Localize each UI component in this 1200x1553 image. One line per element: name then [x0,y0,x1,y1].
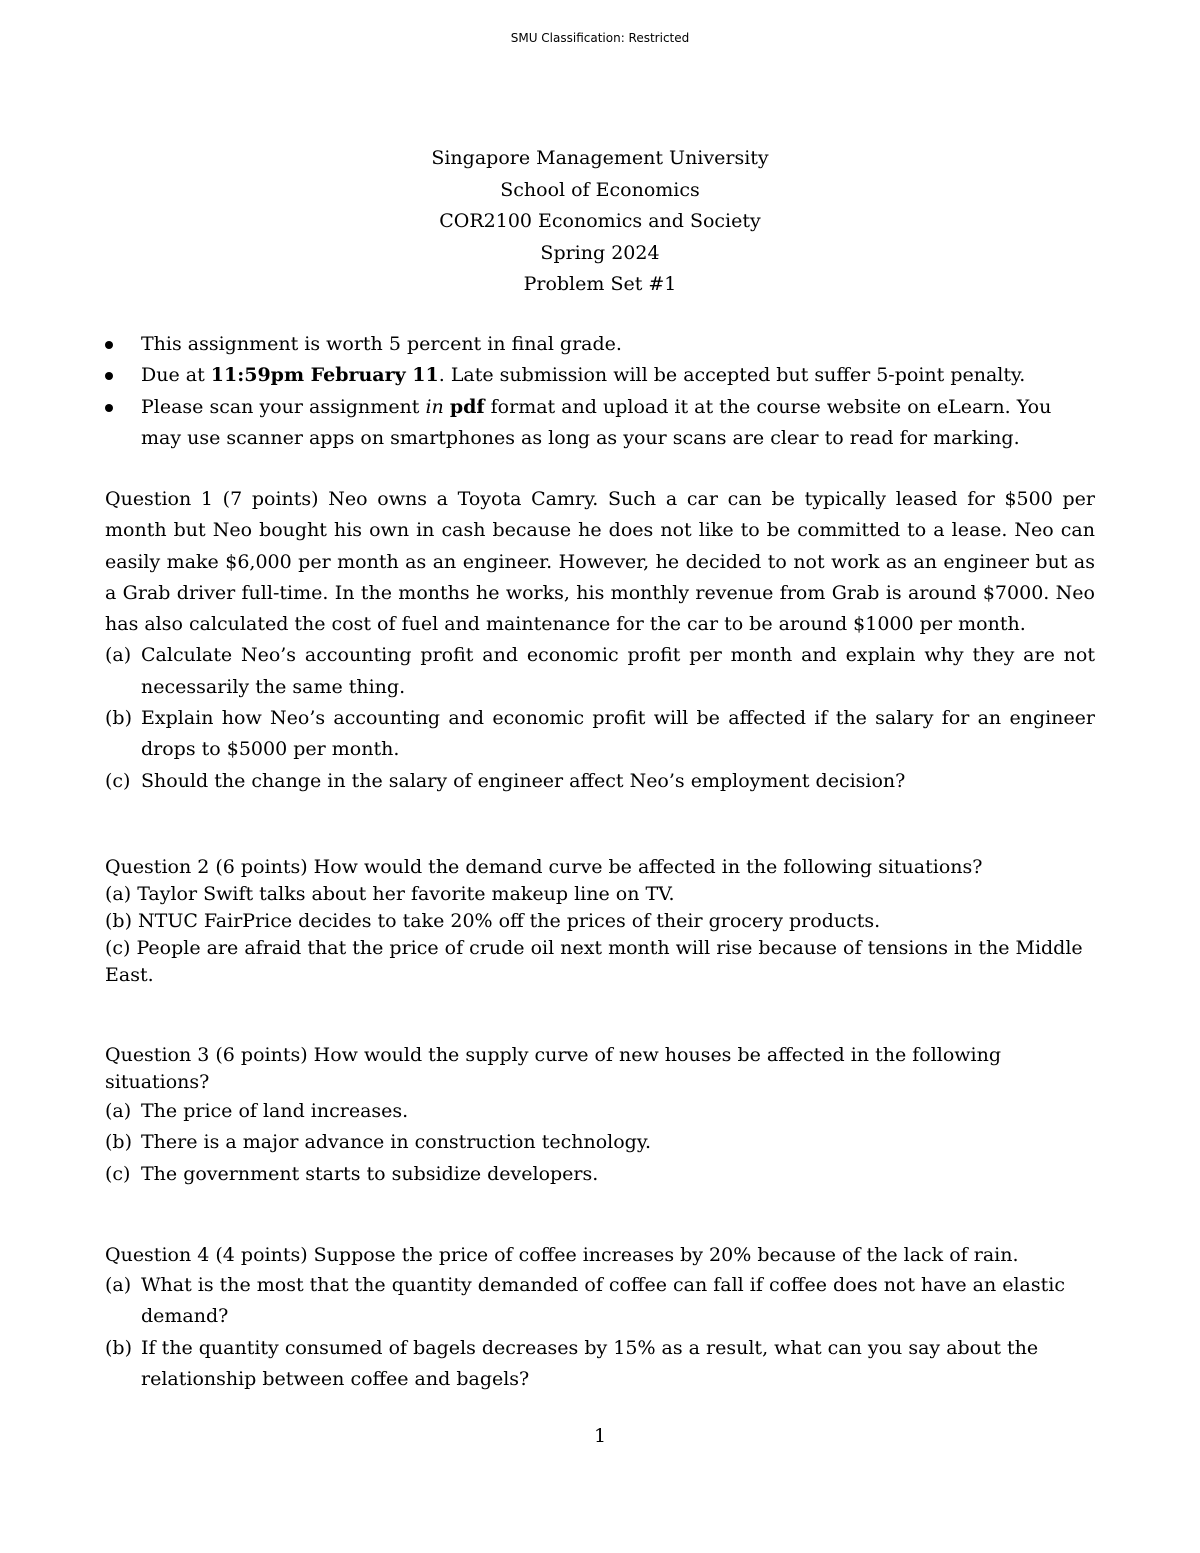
instruction-text: This assignment is worth 5 percent in final grade. [141,333,622,355]
part-marker: (a) [105,1274,132,1296]
course-title: COR2100 Economics and Society [439,210,761,232]
question-part [105,1127,1095,1158]
format-text: pdf [449,395,485,418]
part-text: Explain how Neo’s accounting and economic profit will be affected if the salary for an engineer drops to $5000 per month. [141,707,1095,761]
school-name: School of Economics [500,178,700,201]
part-text: The price of land increases. [141,1100,409,1122]
part-marker: (b) [105,1336,132,1359]
part-marker: (c) [105,769,131,792]
classification-label: SMU Classification: Restricted [510,31,690,45]
question-part [105,1096,1095,1127]
question-part [105,703,1095,766]
document-header [0,143,1200,301]
document-title: Problem Set #1 [523,273,677,295]
question-1 [105,484,1095,797]
part-text: Calculate Neo’s accounting profit and economic profit per month and explain why they are not necessarily the same thing. [141,644,1095,698]
part-marker: (c) [105,1162,131,1185]
question-4 [105,1241,1095,1395]
instructions-list [105,329,1095,454]
question-text: Question 3 (6 points) How would the supply curve of new houses be affected in the following situations? [105,1044,1002,1093]
question-2 [105,854,1095,989]
part-text: What is the most that the quantity demanded of coffee can fall if coffee does not have an elastic demand? [141,1274,1065,1328]
question-part [105,1270,1095,1333]
term: Spring 2024 [540,241,660,264]
question-part [105,766,1095,797]
question-3 [105,1042,1095,1190]
part-text: There is a major advance in construction technology. [141,1131,652,1154]
instruction-item [105,360,1095,391]
question-part [105,640,1095,703]
question-part: (c) People are afraid that the price of crude oil next month will rise because of tensions in the Middle East. [105,937,1083,986]
part-marker: (a) [105,1100,132,1122]
question-part [105,1333,1095,1396]
emphasis-text: in [425,395,444,418]
page-number: 1 [593,1425,607,1447]
bullet-icon [105,341,113,349]
part-marker: (a) [105,644,132,667]
bullet-icon [105,372,113,380]
bullet-icon [105,404,113,412]
deadline: 11:59pm February 11 [210,364,439,387]
question-part [105,1159,1095,1190]
part-text: The government starts to subsidize developers. [141,1162,599,1185]
part-text: If the quantity consumed of bagels decreases by 15% as a result, what can you say about the relationship between coffee and bagels? [141,1336,1039,1390]
part-marker: (b) [105,1131,132,1154]
question-text: Question 1 (7 points) Neo owns a Toyota Camry. Such a car can be typically leased for $500 per month but Neo bought his own in cash because he does not like to be committed to a lease. Neo can easily make $6,000 per month as an engineer. However, he decided to not work as an engineer but as a Grab driver full-time. In the months he works, his monthly revenue from Grab is around $7000. Neo has also calculated the cost of fuel and maintenance for the car to be around $1000 per month. [105,488,1095,636]
instruction-item [105,329,1095,360]
question-text: Question 4 (4 points) Suppose the price of coffee increases by 20% because of the lack of rain. [105,1244,1019,1266]
part-text: Should the change in the salary of engineer affect Neo’s employment decision? [141,769,906,792]
question-text: Question 2 (6 points) How would the demand curve be affected in the following situations? [105,856,983,878]
instruction-text: format and upload it at the course website on eLearn. You may use scanner apps on smartphones as long as your scans are clear to read for marking. [141,395,1052,449]
question-part: (b) NTUC FairPrice decides to take 20% off the prices of their grocery products. [105,910,881,932]
instruction-text: . Late submission will be accepted but suffer 5-point penalty. [438,364,1026,387]
instruction-item [105,392,1095,455]
instruction-text: Due at [141,364,211,387]
university-name: Singapore Management University [431,147,769,169]
part-marker: (b) [105,707,132,730]
question-part: (a) Taylor Swift talks about her favorite makeup line on TV. [105,883,675,905]
instruction-text: Please scan your assignment [141,395,426,418]
